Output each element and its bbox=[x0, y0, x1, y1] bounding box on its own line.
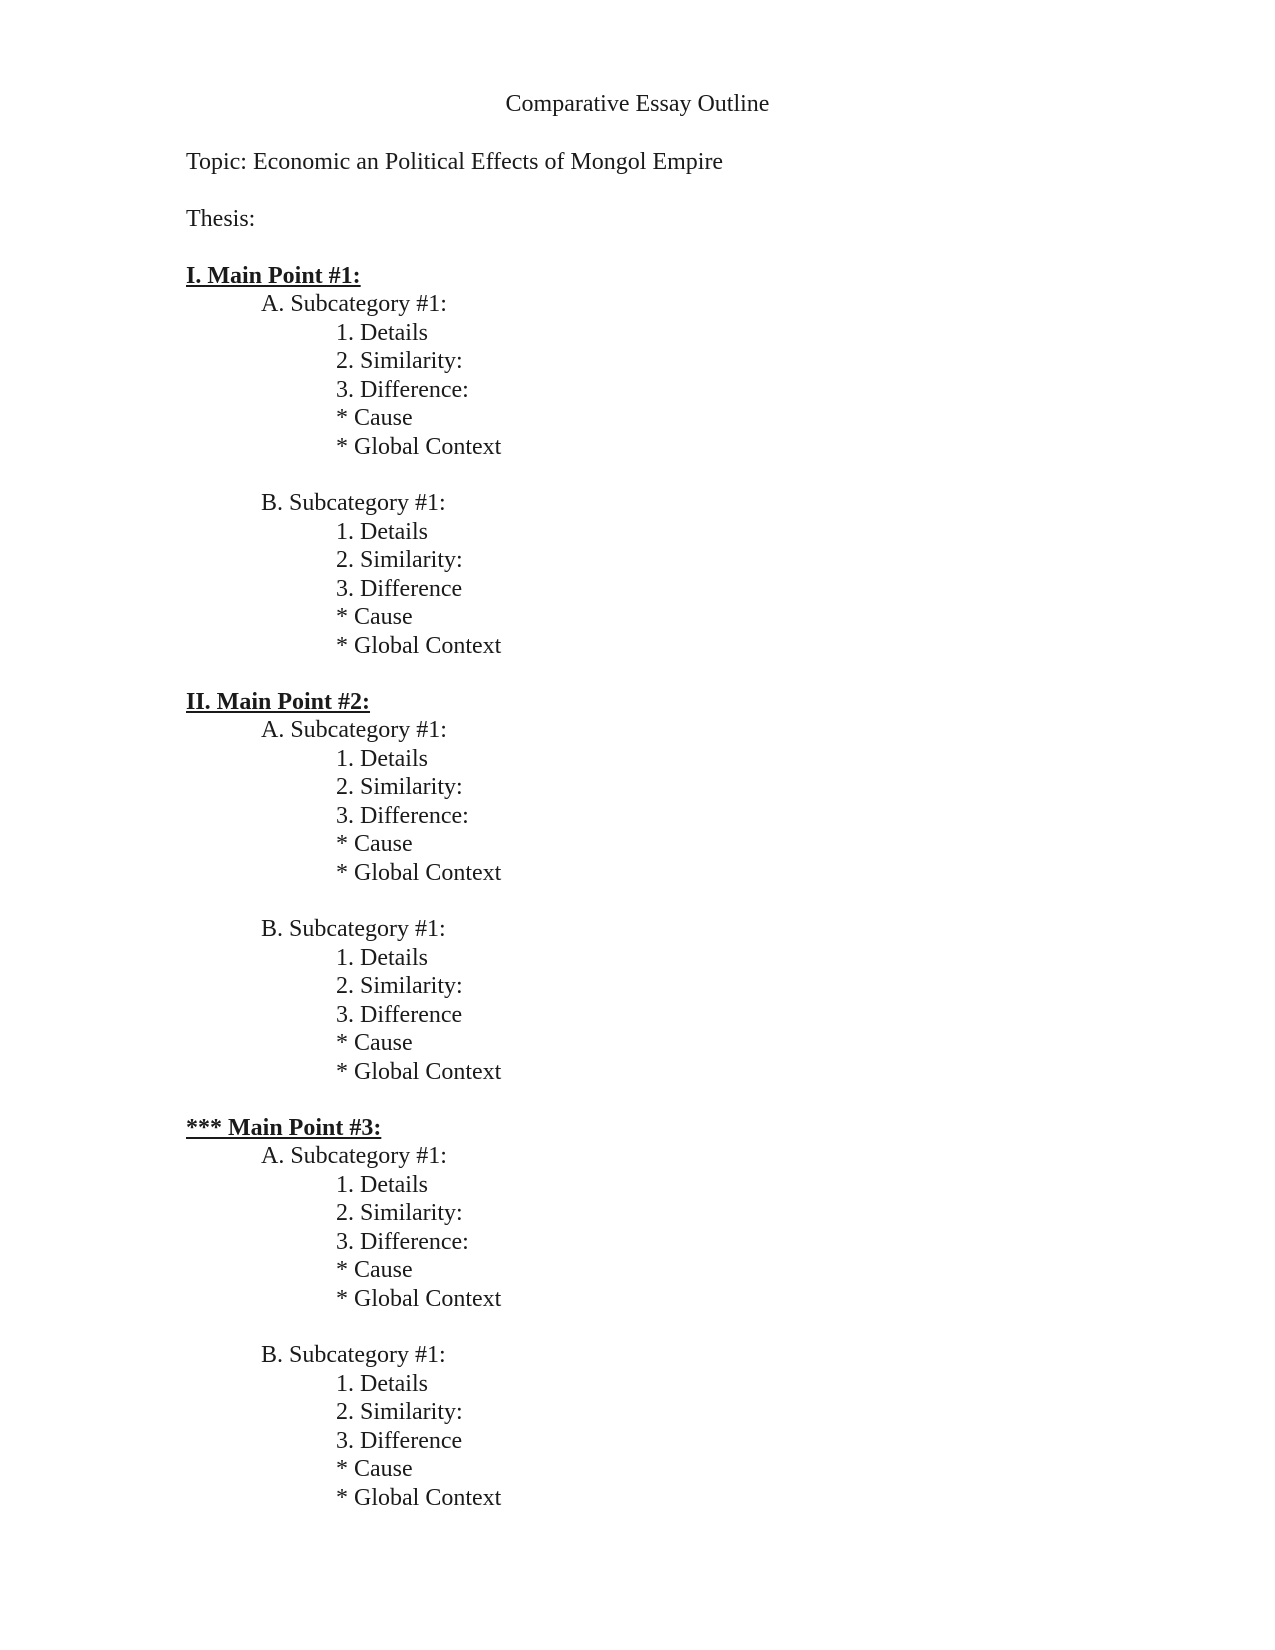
outline-item: 2. Similarity: bbox=[336, 547, 463, 573]
outline-item: 3. Difference bbox=[336, 575, 463, 602]
outline-item: 1. Details bbox=[336, 319, 428, 346]
subcategory-title: A. Subcategory #1: bbox=[261, 291, 447, 317]
outline-item: 1. Details bbox=[336, 518, 428, 545]
outline-item: 3. Difference: bbox=[336, 1228, 469, 1255]
outline-item: * Global Context bbox=[336, 1058, 502, 1085]
subcategory-title: A. Subcategory #1: bbox=[261, 1143, 447, 1169]
outline-item: * Cause bbox=[336, 1030, 413, 1056]
subcategory-b bbox=[261, 1341, 1086, 1512]
subcategory-title: B. Subcategory #1: bbox=[261, 490, 446, 516]
outline-item: 2. Similarity: bbox=[336, 348, 463, 374]
main-point-section-1 bbox=[186, 262, 1086, 660]
outline-item: 3. Difference bbox=[336, 1001, 463, 1028]
outline-item: 1. Details bbox=[336, 1171, 428, 1198]
outline-item: 3. Difference: bbox=[336, 376, 469, 403]
outline-item: * Cause bbox=[336, 405, 413, 431]
subcategory-b bbox=[261, 915, 1086, 1086]
subcategory-b bbox=[261, 489, 1086, 660]
outline-item: * Global Context bbox=[336, 859, 502, 886]
outline bbox=[186, 262, 1086, 1512]
subcategory-a bbox=[261, 716, 1086, 887]
outline-item: 1. Details bbox=[336, 1370, 428, 1397]
outline-item: 1. Details bbox=[336, 745, 428, 772]
subcategory-title: B. Subcategory #1: bbox=[261, 916, 446, 942]
outline-item: * Global Context bbox=[336, 1484, 502, 1511]
outline-item: 3. Difference: bbox=[336, 802, 469, 829]
main-point-section-2 bbox=[186, 688, 1086, 1086]
subcategory-a bbox=[261, 290, 1086, 461]
main-point-heading: *** Main Point #3: bbox=[186, 1115, 382, 1141]
main-point-heading: I. Main Point #1: bbox=[186, 263, 361, 289]
document-title: Comparative Essay Outline bbox=[505, 91, 770, 117]
outline-item: 2. Similarity: bbox=[336, 973, 463, 999]
outline-item: * Global Context bbox=[336, 433, 502, 460]
outline-item: * Cause bbox=[336, 831, 413, 857]
main-point-section-3 bbox=[186, 1114, 1086, 1512]
outline-item: * Cause bbox=[336, 604, 413, 630]
subcategory-a bbox=[261, 1142, 1086, 1313]
subcategory-title: B. Subcategory #1: bbox=[261, 1342, 446, 1368]
outline-item: * Global Context bbox=[336, 632, 502, 659]
subcategory-title: A. Subcategory #1: bbox=[261, 717, 447, 743]
outline-item: * Global Context bbox=[336, 1285, 502, 1312]
outline-item: * Cause bbox=[336, 1456, 413, 1482]
outline-item: 1. Details bbox=[336, 944, 428, 971]
outline-item: * Cause bbox=[336, 1257, 413, 1283]
outline-item: 2. Similarity: bbox=[336, 774, 463, 800]
outline-item: 3. Difference bbox=[336, 1427, 463, 1454]
thesis-line: Thesis: bbox=[186, 206, 256, 232]
outline-item: 2. Similarity: bbox=[336, 1399, 463, 1425]
outline-item: 2. Similarity: bbox=[336, 1200, 463, 1226]
main-point-heading: II. Main Point #2: bbox=[186, 689, 371, 715]
topic-line: Topic: Economic an Political Effects of Mongol Empire bbox=[186, 149, 724, 175]
